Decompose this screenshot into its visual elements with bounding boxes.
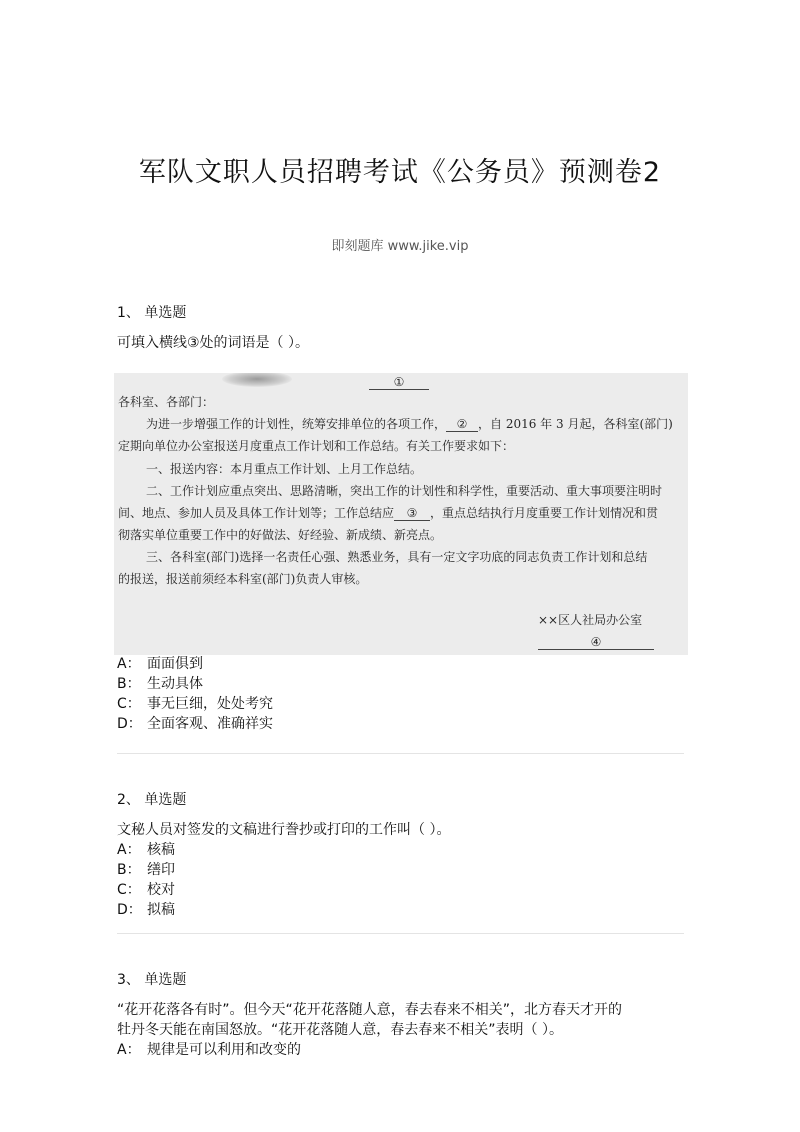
blank-4: ④: [538, 635, 654, 650]
divider: [117, 753, 684, 754]
question-3: [117, 970, 687, 1060]
memo-signature: ××区人社局办公室: [538, 613, 643, 627]
memo-line: 彻落实单位重要工作中的好做法、好经验、新成绩、新亮点。: [118, 528, 443, 542]
page-title: 军队文职人员招聘考试《公务员》预测卷2: [138, 157, 662, 188]
option-a[interactable]: A： 面面俱到: [117, 656, 203, 672]
blank-1: ①: [369, 375, 429, 390]
question-header: 1、 单选题: [117, 305, 187, 321]
memo-salutation: 各科室、各部门：: [118, 395, 215, 409]
memo-line: 一、报送内容：本月重点工作计划、上月工作总结。: [146, 462, 423, 476]
option-c[interactable]: C： 校对: [117, 882, 175, 898]
option-b[interactable]: B： 缮印: [117, 862, 175, 878]
blank-3: ③: [394, 506, 430, 521]
option-a[interactable]: A： 核稿: [117, 842, 175, 858]
memo-scan-figure: [114, 373, 688, 655]
question-text-line: “花开花落各有时”。但今天“花开花落随人意，春去春来不相关”，北方春天才开的: [117, 1002, 623, 1018]
scan-smudge: [222, 373, 292, 387]
option-b[interactable]: B： 生动具体: [117, 676, 203, 692]
divider: [117, 933, 684, 934]
source-label: 即刻题库 www.jike.vip: [331, 239, 469, 254]
memo-line: 三、各科室(部门)选择一名责任心强、熟悉业务，具有一定文字功底的同志负责工作计划和总结: [146, 550, 648, 564]
memo-line: 为进一步增强工作的计划性，统筹安排单位的各项工作， ② ，自 2016 年 3 月起，各科室(部门): [146, 417, 673, 431]
option-d[interactable]: D： 全面客观、准确祥实: [117, 716, 273, 732]
memo-line: 间、地点、参加人员及具体工作计划等；工作总结应 ③ ，重点总结执行月度重要工作计划情况和贯: [118, 506, 659, 520]
memo-line: 定期向单位办公室报送月度重点工作计划和工作总结。有关工作要求如下：: [118, 439, 515, 453]
option-d[interactable]: D： 拟稿: [117, 902, 175, 918]
question-text-line: 牡丹冬天能在南国怒放。“花开花落随人意，春去春来不相关”表明（ ）。: [117, 1022, 563, 1038]
blank-2: ②: [446, 417, 478, 432]
question-header: 2、 单选题: [117, 792, 187, 808]
option-a[interactable]: A： 规律是可以利用和改变的: [117, 1042, 301, 1058]
memo-line: 的报送，报送前须经本科室(部门)负责人审核。: [118, 572, 368, 586]
question-text: 文秘人员对签发的文稿进行誊抄或打印的工作叫（ ）。: [117, 822, 451, 838]
option-c[interactable]: C： 事无巨细，处处考究: [117, 696, 273, 712]
question-header: 3、 单选题: [117, 972, 187, 988]
memo-line: 二、工作计划应重点突出、思路清晰，突出工作的计划性和科学性，重要活动、重大事项要注明时: [146, 484, 663, 498]
question-1: [117, 303, 687, 353]
options-1: [117, 654, 687, 734]
question-2: [117, 790, 687, 920]
question-text: 可填入横线③处的词语是（ ）。: [117, 335, 310, 351]
